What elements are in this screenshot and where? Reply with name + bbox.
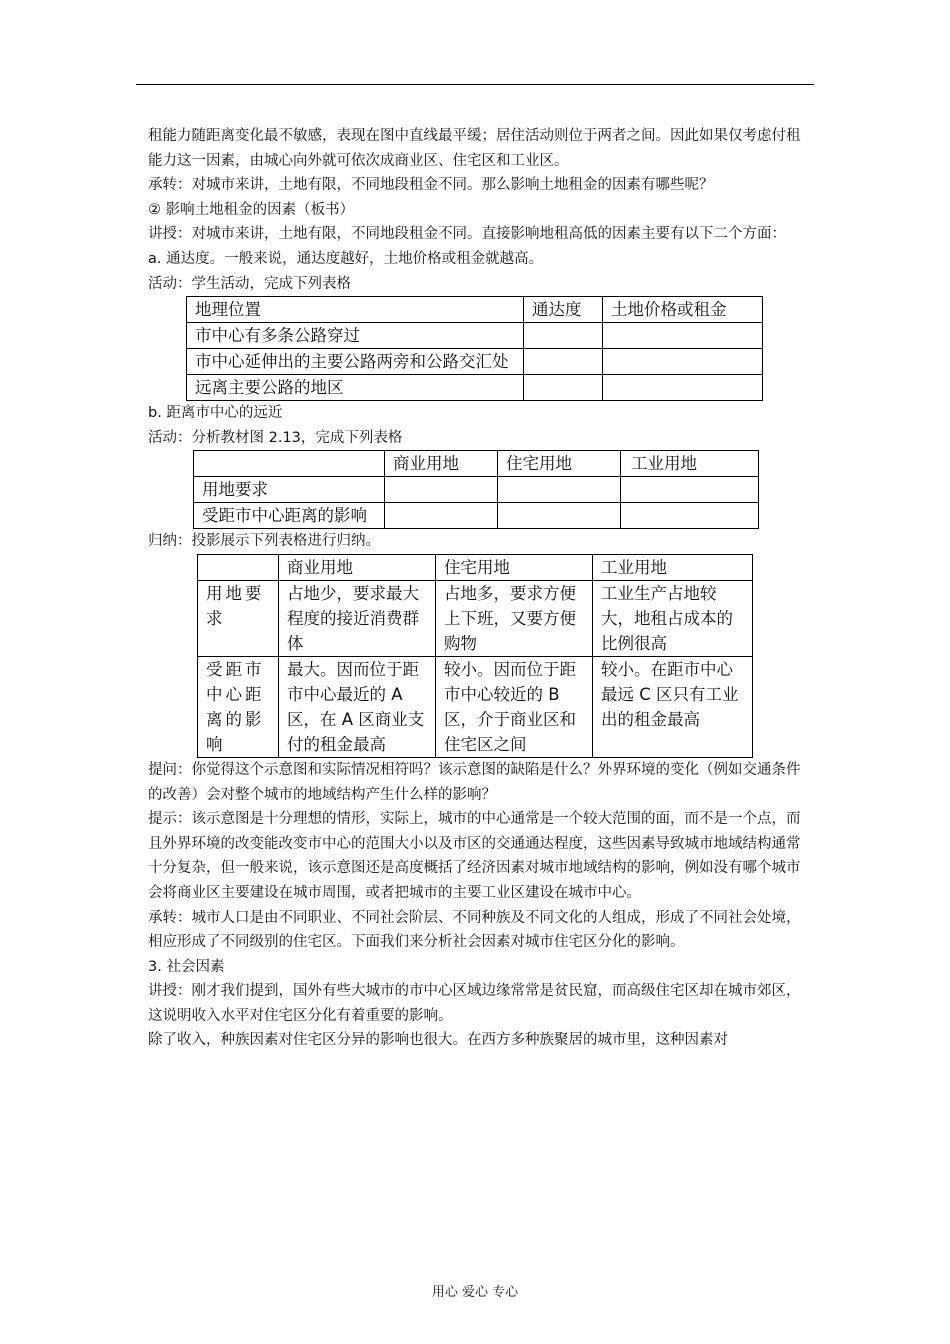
table-cell: 用地要求 [198,580,279,656]
paragraph: 讲授：对城市来讲，土地有限，不同地段租金不同。直接影响地租高低的因素主要有以下二个方面： [148,226,786,243]
table-header-cell: 商业用地 [279,554,436,580]
table-cell [603,349,763,375]
table-cell: 最大。因而位于距市中心最近的 A 区，在 A 区商业支付的租金最高 [279,656,436,757]
table-header-cell: 工业用地 [593,554,753,580]
table-header-cell: 土地价格或租金 [603,297,763,323]
table-header-cell: 住宅用地 [498,451,621,477]
accessibility-table [186,296,763,401]
table-row [198,580,753,656]
paragraph: 承转：对城市来讲，土地有限，不同地段租金不同。那么影响土地租金的因素有哪些呢？ [148,177,714,194]
table-cell [385,477,498,503]
table-cell [524,375,603,401]
table-header-cell: 商业用地 [385,451,498,477]
table-cell: 较小。在距市中心最远 C 区只有工业出的租金最高 [593,656,753,757]
table-row [187,375,763,401]
paragraph: 提示：该示意图是十分理想的情形，实际上，城市的中心通常是一个较大范围的面，而不是一个点，而且外界环境的改变能改变市中心的范围大小以及市区的交通通达程度，这些因素导致城市地域结构通常十分复杂，但一般来说，该示意图还是高度概括了经济因素对城市地域结构的影响，例如没有哪个城市会将商业区主要建设在城市周围，或者把城市的主要工业区建设在城市中心。 [148,811,801,901]
table-cell: 占地少，要求最大程度的接近消费群体 [279,580,436,656]
summary-table [197,554,753,758]
table-cell: 受距市中心距离的影响 [194,503,385,529]
page-content [148,124,808,1053]
table-cell: 占地多，要求方便上下班，又要方便购物 [436,580,593,656]
table-cell [621,503,759,529]
table-header-cell: 地理位置 [187,297,524,323]
table-cell [603,323,763,349]
table-row [187,323,763,349]
paragraph: 活动：分析教材图 2.13，完成下列表格 [148,429,403,446]
paragraph: 归纳：投影展示下列表格进行归纳。 [148,533,380,550]
paragraph: 提问：你觉得这个示意图和实际情况相符吗？该示意图的缺陷是什么？外界环境的变化（例如交通条件的改善）会对整个城市的地域结构产生什么样的影响？ [148,761,801,803]
table-cell [498,477,621,503]
table-cell [621,477,759,503]
table-row [194,451,759,477]
table-row [198,554,753,580]
table-cell: 市中心延伸出的主要公路两旁和公路交汇处 [187,349,524,375]
paragraph: 讲授：刚才我们提到，国外有些大城市的市中心区域边缘常常是贫民窟，而高级住宅区却在城市郊区，这说明收入水平对住宅区分化有着重要的影响。 [148,983,801,1024]
paragraph: a. 通达度。一般来说，通达度越好，土地价格或租金就越高。 [148,250,544,267]
table-header-cell: 工业用地 [621,451,759,477]
table-cell [498,503,621,529]
table-cell [603,375,763,401]
table-cell: 工业生产占地较大，地租占成本的比例很高 [593,580,753,656]
paragraph: 承转：城市人口是由不同职业、不同社会阶层、不同种族及不同文化的人组成，形成了不同社会处境，相应形成了不同级别的住宅区。下面我们来分析社会因素对城市住宅区分化的影响。 [148,909,801,951]
table-row [187,297,763,323]
table-cell: 较小。因而位于距市中心较近的 B 区，介于商业区和住宅区之间 [436,656,593,757]
paragraph: 活动：学生活动，完成下列表格 [148,275,351,292]
table-row [194,477,759,503]
table-cell: 远离主要公路的地区 [187,375,524,401]
table-cell [524,323,603,349]
table-row [194,503,759,529]
table-header-cell [198,554,279,580]
table-cell: 受距市中心距离的影响 [198,656,279,757]
table-header-cell: 住宅用地 [436,554,593,580]
paragraph: 租能力随距离变化最不敏感，表现在图中直线最平缓；居住活动则位于两者之间。因此如果仅考虑付租能力这一因素，由城心向外就可依次成商业区、住宅区和工业区。 [148,128,801,169]
table-row [187,349,763,375]
paragraph: b. 距离市中心的远近 [148,405,283,422]
table-cell [524,349,603,375]
table-header-cell: 通达度 [524,297,603,323]
header-rule [136,84,814,85]
page-footer: 用心 爱心 专心 [431,1285,519,1300]
paragraph: 3. 社会因素 [148,958,225,975]
table-cell: 用地要求 [194,477,385,503]
table-header-cell [194,451,385,477]
paragraph: ② 影响土地租金的因素（板书） [148,201,355,218]
table-cell [385,503,498,529]
table-cell: 市中心有多条公路穿过 [187,323,524,349]
distance-table [193,450,759,529]
table-row [198,656,753,757]
paragraph: 除了收入，种族因素对住宅区分异的影响也很大。在西方多种族聚居的城市里，这种因素对 [148,1032,728,1049]
